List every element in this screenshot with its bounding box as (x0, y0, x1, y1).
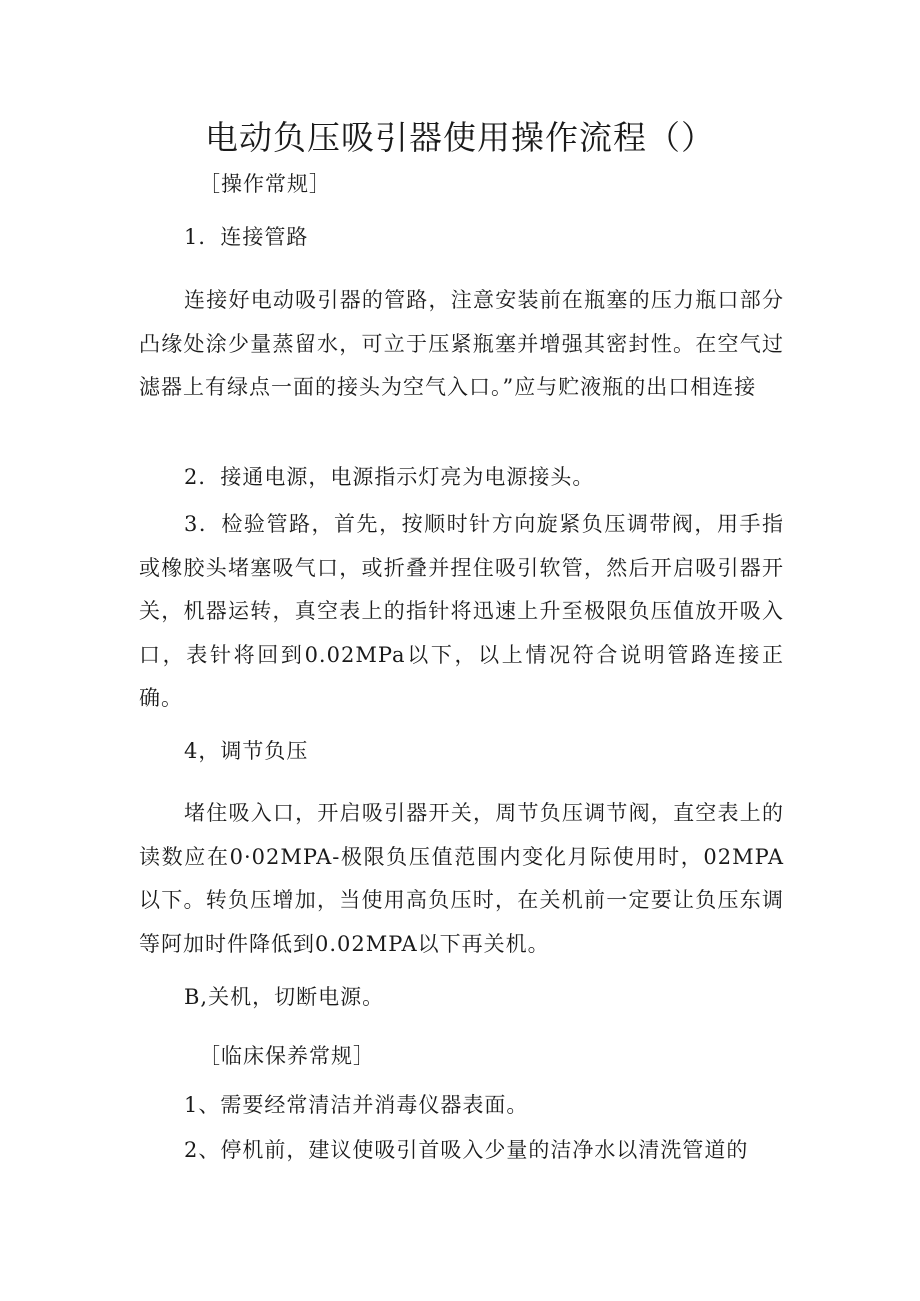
step-5: B,关机，切断电源。 (184, 985, 385, 1009)
step-2: 2．接通电源，电源指示灯亮为电源接头。 (184, 465, 595, 489)
section-heading-operation: ［操作常规］ (199, 172, 331, 196)
maintenance-item-1: 1、需要经常清洁并消毒仪器表面。 (184, 1093, 529, 1117)
step-4-body: 堵住吸入口，开启吸引器开关，周节负压调节阀，直空表上的读数应在0·02MPA-极限负压值范围内变化月际使用时，02MPA以下。转负压增加，当使用高负压时，在关机前一定要让负压东调等阿加时件降低到0.02MPA以下再关机。 (139, 801, 784, 956)
step-3: 3．检验管路，首先，按顺时针方向旋紧负压调带阀，用手指或橡胶头堵塞吸气口，或折叠并捏住吸引软管，然后开启吸引器开关，机器运转，真空表上的指针将迅速上升至极限负压值放开吸入口，表针将回到0.02MPa以下，以上情况符合说明管路连接正确。 (139, 512, 784, 710)
section-heading-maintenance: ［临床保养常规］ (199, 1044, 375, 1068)
document-title: 电动负压吸引器使用操作流程（） (205, 118, 715, 157)
step-4-heading: 4，调节负压 (184, 739, 309, 763)
maintenance-item-2: 2、停机前，建议使吸引首吸入少量的洁净水以清洗管道的 (184, 1138, 749, 1162)
step-1-body: 连接好电动吸引器的管路，注意安装前在瓶塞的压力瓶口部分凸缘处涂少量蒸留水，可立于压紧瓶塞并增强其密封性。在空气过滤器上有绿点一面的接头为空气入口。”应与贮液瓶的出口相连接 (139, 288, 784, 399)
step-1-heading: 1．连接管路 (184, 225, 309, 249)
